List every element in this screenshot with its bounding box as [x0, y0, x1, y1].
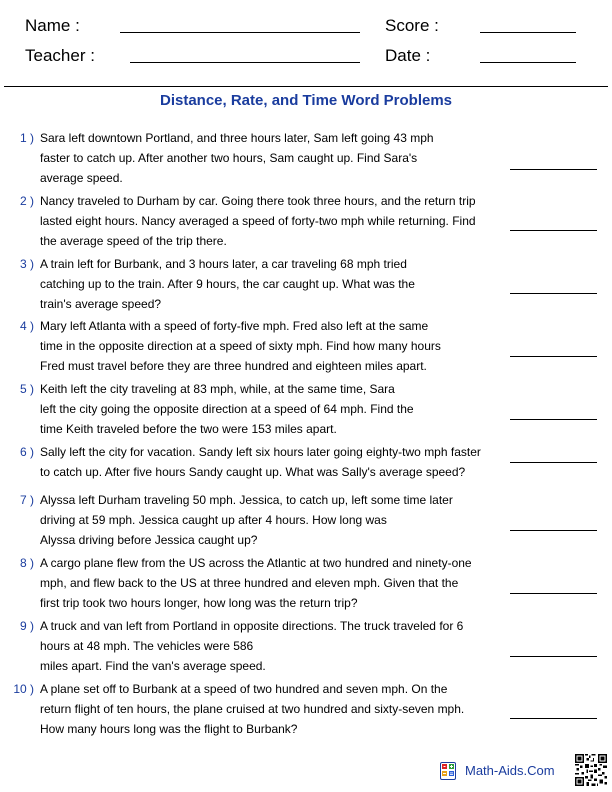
problem-text-line: mph, and flew back to the US at three hundred and eleven mph. Given that the	[40, 576, 459, 590]
answer-blank[interactable]	[510, 718, 597, 719]
problem-9	[0, 616, 612, 676]
problem-3	[0, 254, 612, 314]
date-blank[interactable]	[480, 62, 576, 63]
problem-text-line: Alyssa left Durham traveling 50 mph. Jessica, to catch up, left some time later	[40, 493, 453, 507]
score-label: Score :	[385, 16, 439, 35]
answer-blank[interactable]	[510, 462, 597, 463]
problem-text-line: time Keith traveled before the two were 153 miles apart.	[40, 422, 337, 436]
problem-text-line: Keith left the city traveling at 83 mph, while, at the same time, Sara	[40, 382, 395, 396]
problem-text-line: to catch up. After five hours Sandy caught up. What was Sally's average speed?	[40, 465, 466, 479]
name-blank[interactable]	[120, 32, 360, 33]
problem-text-line: lasted eight hours. Nancy averaged a speed of forty-two mph while returning. Find	[40, 214, 476, 228]
answer-blank[interactable]	[510, 169, 597, 170]
problem-text-line: hours at 48 mph. The vehicles were 586	[40, 639, 254, 653]
problem-text-line: miles apart. Find the van's average speed.	[40, 659, 266, 673]
problem-10	[0, 679, 612, 739]
problem-text-line: Mary left Atlanta with a speed of forty-five mph. Fred also left at the same	[40, 319, 429, 333]
problem-number: 2 )	[19, 194, 34, 208]
answer-blank[interactable]	[510, 230, 597, 231]
calculator-icon	[440, 762, 456, 780]
problem-2	[0, 191, 612, 251]
brand-text[interactable]: Math-Aids.Com	[465, 763, 555, 778]
problem-text-line: Alyssa driving before Jessica caught up?	[40, 533, 258, 547]
problem-text-line: Nancy traveled to Durham by car. Going there took three hours, and the return trip	[40, 194, 476, 208]
problem-number: 10 )	[13, 682, 34, 696]
header-divider	[4, 86, 608, 87]
problem-number: 4 )	[19, 319, 34, 333]
problem-text-line: A cargo plane flew from the US across the Atlantic at two hundred and ninety-one	[40, 556, 472, 570]
problem-text-line: Sara left downtown Portland, and three hours later, Sam left going 43 mph	[40, 131, 434, 145]
problem-text-line: How many hours long was the flight to Burbank?	[40, 722, 298, 736]
score-blank[interactable]	[480, 32, 576, 33]
problem-number: 5 )	[19, 382, 34, 396]
math-aids-logo[interactable]	[440, 762, 560, 780]
name-label: Name :	[25, 16, 80, 35]
problem-number: 6 )	[19, 445, 34, 459]
worksheet-title: Distance, Rate, and Time Word Problems	[159, 92, 453, 109]
answer-blank[interactable]	[510, 593, 597, 594]
problem-text-line: train's average speed?	[40, 297, 162, 311]
qr-code-icon	[575, 754, 607, 786]
problem-8	[0, 553, 612, 613]
problem-text-line: driving at 59 mph. Jessica caught up after 4 hours. How long was	[40, 513, 387, 527]
problem-5	[0, 379, 612, 439]
teacher-label: Teacher :	[25, 46, 95, 65]
teacher-blank[interactable]	[130, 62, 360, 63]
answer-blank[interactable]	[510, 530, 597, 531]
answer-blank[interactable]	[510, 356, 597, 357]
problem-text-line: Fred must travel before they are three hundred and eighteen miles apart.	[40, 359, 427, 373]
problem-text-line: return flight of ten hours, the plane cruised at two hundred and sixty-seven mph.	[40, 702, 465, 716]
problem-text-line: time in the opposite direction at a speed of sixty mph. Find how many hours	[40, 339, 441, 353]
problem-text-line: Sally left the city for vacation. Sandy left six hours later going eighty-two mph faster	[40, 445, 481, 459]
problem-text-line: A plane set off to Burbank at a speed of two hundred and seven mph. On the	[40, 682, 448, 696]
answer-blank[interactable]	[510, 656, 597, 657]
problem-number: 7 )	[19, 493, 34, 507]
problem-text-line: catching up to the train. After 9 hours, the car caught up. What was the	[40, 277, 415, 291]
problem-text-line: first trip took two hours longer, how long was the return trip?	[40, 596, 358, 610]
problem-text-line: A train left for Burbank, and 3 hours later, a car traveling 68 mph tried	[40, 257, 407, 271]
problem-number: 9 )	[19, 619, 34, 633]
answer-blank[interactable]	[510, 293, 597, 294]
problem-7	[0, 490, 612, 550]
problem-text-line: average speed.	[40, 171, 123, 185]
date-label: Date :	[385, 46, 431, 65]
problem-text-line: faster to catch up. After another two hours, Sam caught up. Find Sara's	[40, 151, 418, 165]
problem-number: 8 )	[19, 556, 34, 570]
problem-text-line: A truck and van left from Portland in opposite directions. The truck traveled for 6	[40, 619, 464, 633]
problem-text-line: left the city going the opposite direction at a speed of 64 mph. Find the	[40, 402, 414, 416]
problem-4	[0, 316, 612, 376]
problem-1	[0, 128, 612, 188]
problem-number: 1 )	[19, 131, 34, 145]
problem-text-line: the average speed of the trip there.	[40, 234, 227, 248]
answer-blank[interactable]	[510, 419, 597, 420]
problem-number: 3 )	[19, 257, 34, 271]
